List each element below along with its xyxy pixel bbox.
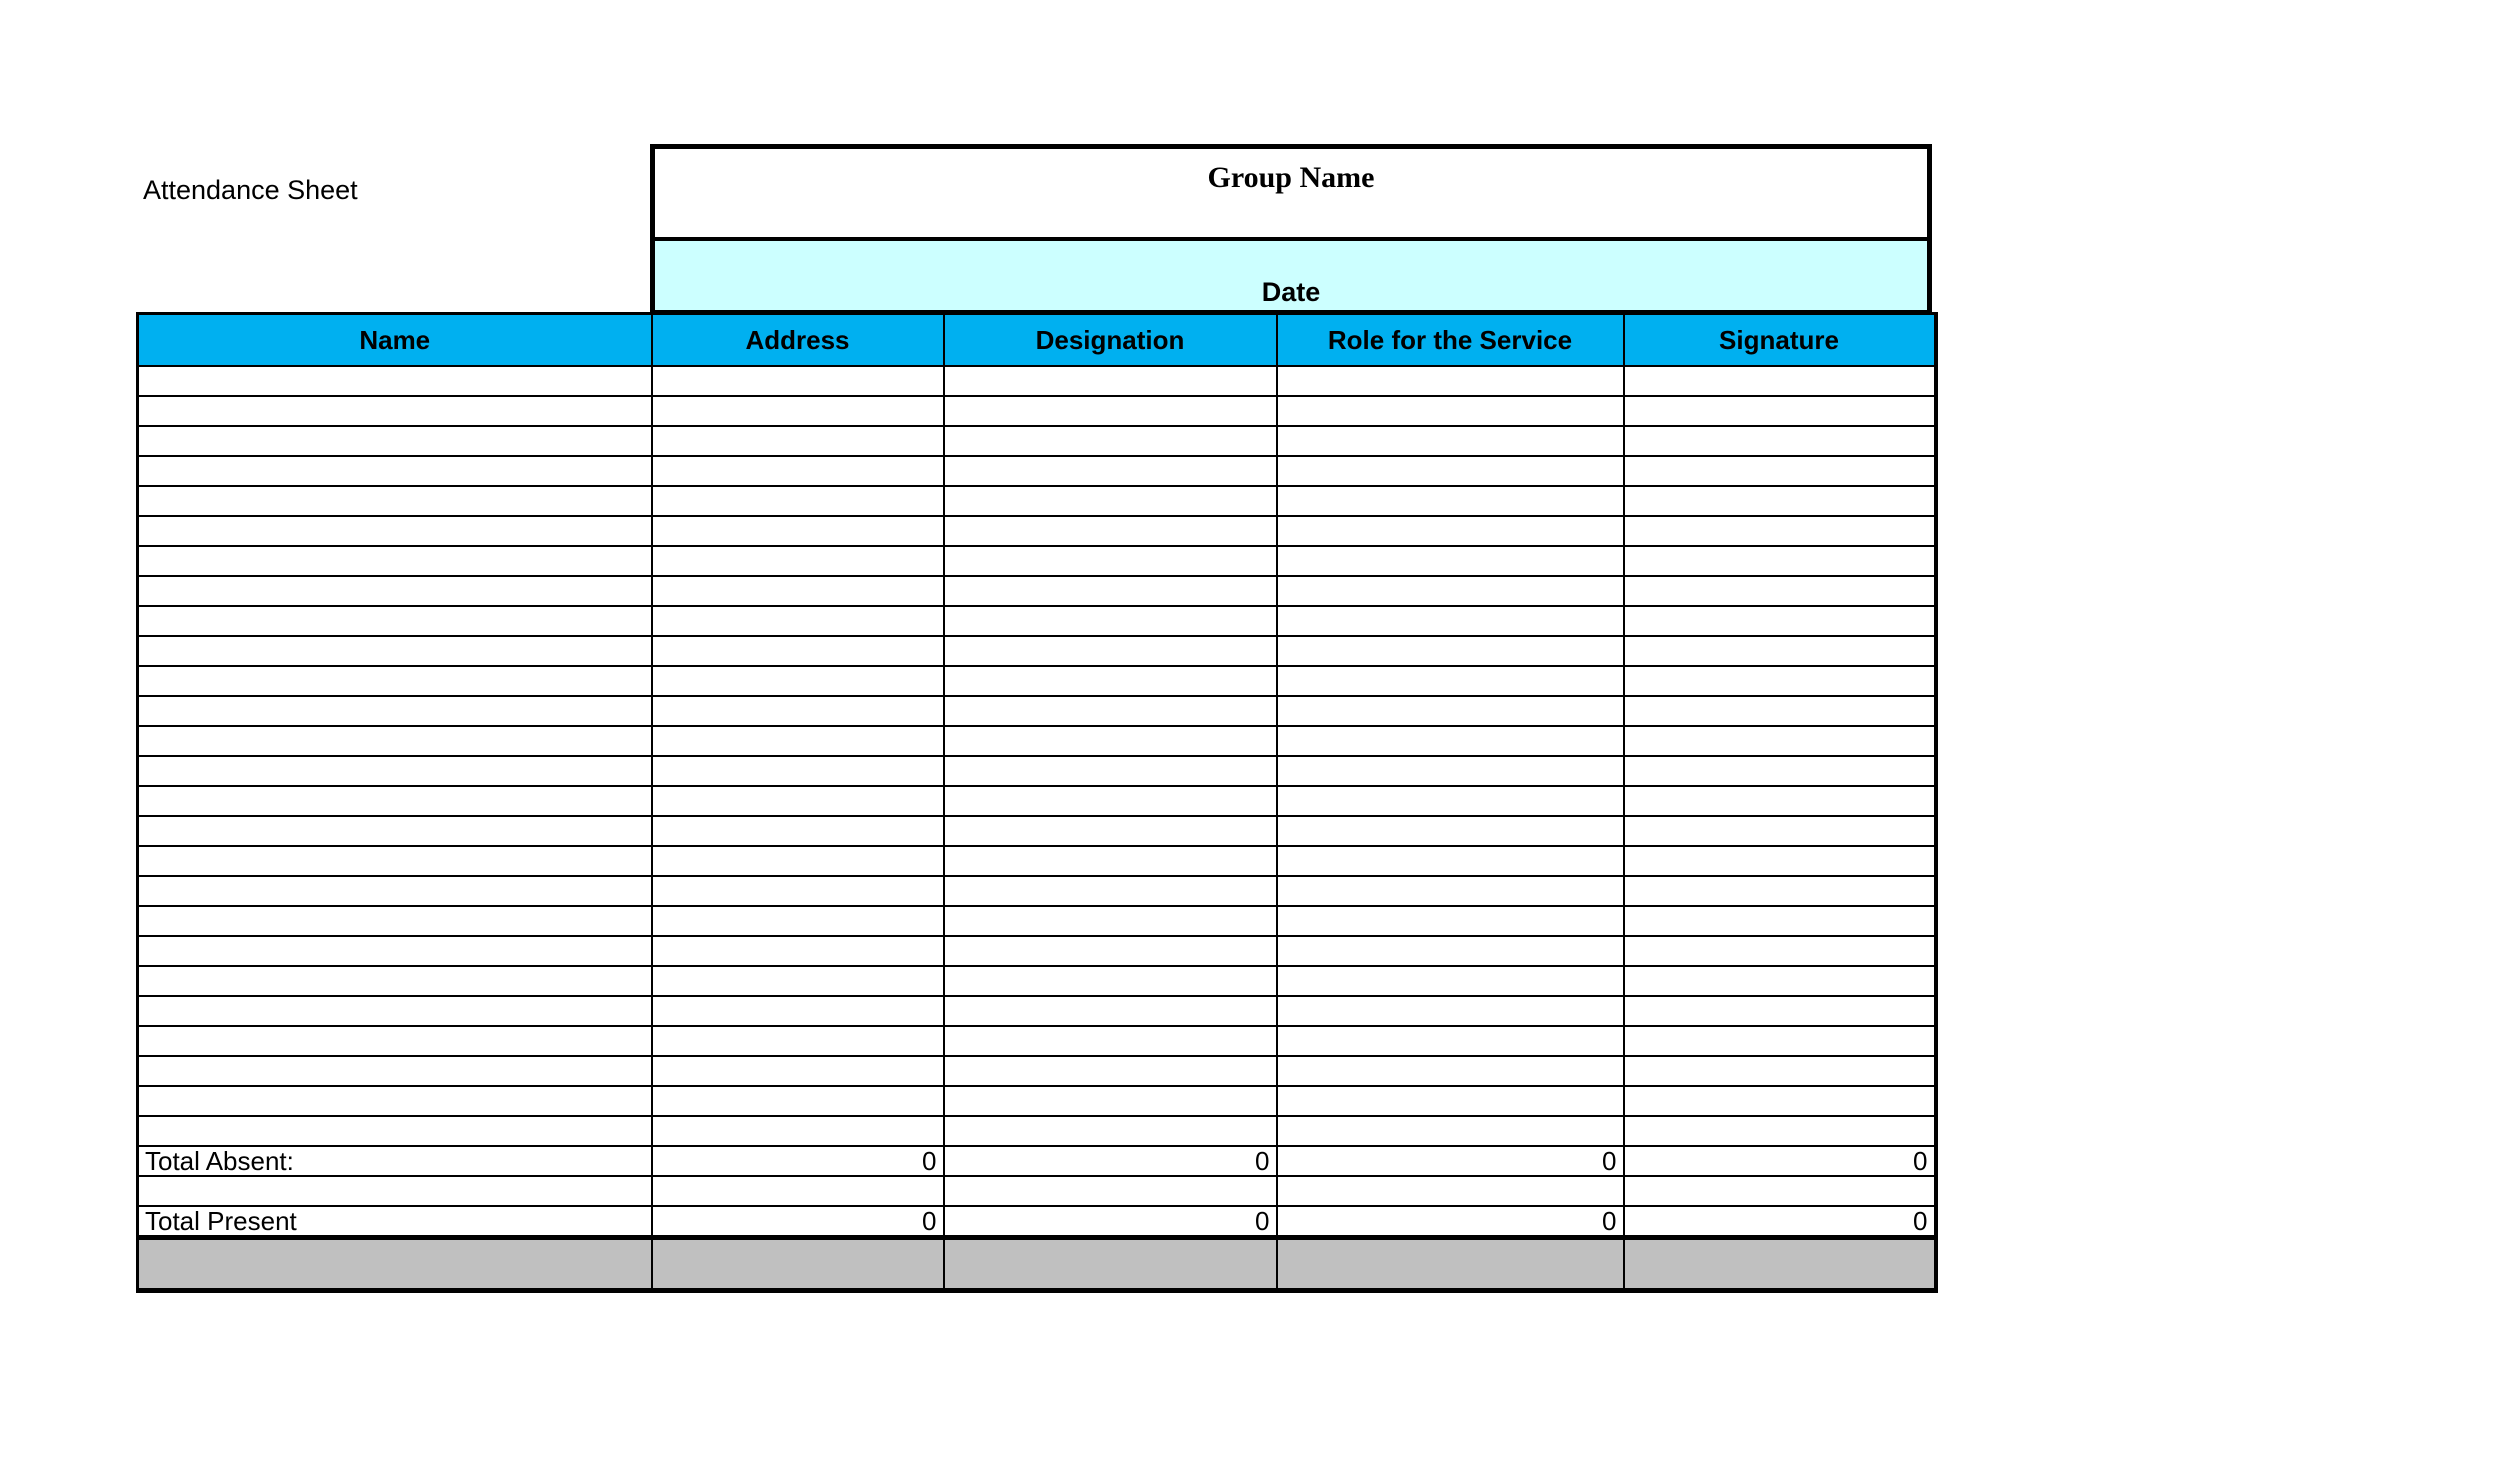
cell-designation[interactable]	[944, 846, 1277, 876]
cell-role[interactable]	[1277, 846, 1624, 876]
cell-name[interactable]	[138, 756, 652, 786]
table-row	[138, 906, 1936, 936]
cell-designation[interactable]	[944, 516, 1277, 546]
cell-designation[interactable]	[944, 786, 1277, 816]
table-row	[138, 876, 1936, 906]
cell-name[interactable]	[138, 1056, 652, 1086]
cell-role[interactable]	[1277, 486, 1624, 516]
cell-designation[interactable]	[944, 576, 1277, 606]
cell-address[interactable]	[652, 606, 944, 636]
spacer-cell[interactable]	[1624, 1176, 1936, 1206]
cell-signature[interactable]	[1624, 1116, 1936, 1146]
table-row	[138, 1056, 1936, 1086]
cell-address[interactable]	[652, 1056, 944, 1086]
spacer-cell[interactable]	[652, 1176, 944, 1206]
cell-signature[interactable]	[1624, 636, 1936, 666]
spacer-cell[interactable]	[944, 1176, 1277, 1206]
cell-designation[interactable]	[944, 1026, 1277, 1056]
table-row	[138, 966, 1936, 996]
total-absent-address[interactable]: 0	[652, 1146, 944, 1176]
cell-designation[interactable]	[944, 816, 1277, 846]
table-row	[138, 546, 1936, 576]
cell-role[interactable]	[1277, 396, 1624, 426]
total-present-label: Total Present	[138, 1206, 652, 1238]
cell-name[interactable]	[138, 426, 652, 456]
cell-designation[interactable]	[944, 1056, 1277, 1086]
cell-signature[interactable]	[1624, 1056, 1936, 1086]
table-row	[138, 396, 1936, 426]
cell-name[interactable]	[138, 966, 652, 996]
total-present-role[interactable]: 0	[1277, 1206, 1624, 1238]
table-row	[138, 1116, 1936, 1146]
cell-name[interactable]	[138, 636, 652, 666]
cell-designation[interactable]	[944, 366, 1277, 396]
cell-designation[interactable]	[944, 606, 1277, 636]
cell-role[interactable]	[1277, 1086, 1624, 1116]
column-header-address: Address	[652, 314, 944, 367]
total-absent-signature[interactable]: 0	[1624, 1146, 1936, 1176]
cell-designation[interactable]	[944, 396, 1277, 426]
cell-role[interactable]	[1277, 876, 1624, 906]
table-row	[138, 576, 1936, 606]
cell-name[interactable]	[138, 366, 652, 396]
cell-designation[interactable]	[944, 756, 1277, 786]
cell-address[interactable]	[652, 546, 944, 576]
cell-signature[interactable]	[1624, 846, 1936, 876]
total-present-designation[interactable]: 0	[944, 1206, 1277, 1238]
cell-designation[interactable]	[944, 486, 1277, 516]
table-row	[138, 606, 1936, 636]
cell-address[interactable]	[652, 516, 944, 546]
table-row	[138, 1086, 1936, 1116]
cell-signature[interactable]	[1624, 486, 1936, 516]
cell-address[interactable]	[652, 576, 944, 606]
cell-name[interactable]	[138, 546, 652, 576]
cell-role[interactable]	[1277, 816, 1624, 846]
cell-signature[interactable]	[1624, 516, 1936, 546]
cell-signature[interactable]	[1624, 606, 1936, 636]
cell-address[interactable]	[652, 1026, 944, 1056]
cell-signature[interactable]	[1624, 696, 1936, 726]
cell-signature[interactable]	[1624, 1086, 1936, 1116]
cell-signature[interactable]	[1624, 1026, 1936, 1056]
table-row	[138, 846, 1936, 876]
cell-signature[interactable]	[1624, 726, 1936, 756]
cell-role[interactable]	[1277, 636, 1624, 666]
total-absent-label: Total Absent:	[138, 1146, 652, 1176]
cell-name[interactable]	[138, 576, 652, 606]
cell-role[interactable]	[1277, 456, 1624, 486]
cell-name[interactable]	[138, 696, 652, 726]
cell-role[interactable]	[1277, 906, 1624, 936]
spacer-cell[interactable]	[138, 1176, 652, 1206]
cell-address[interactable]	[652, 366, 944, 396]
cell-role[interactable]	[1277, 786, 1624, 816]
cell-signature[interactable]	[1624, 996, 1936, 1026]
column-header-role: Role for the Service	[1277, 314, 1624, 367]
cell-name[interactable]	[138, 786, 652, 816]
cell-address[interactable]	[652, 876, 944, 906]
cell-designation[interactable]	[944, 876, 1277, 906]
cell-name[interactable]	[138, 1116, 652, 1146]
cell-signature[interactable]	[1624, 906, 1936, 936]
cell-name[interactable]	[138, 486, 652, 516]
table-row	[138, 756, 1936, 786]
cell-signature[interactable]	[1624, 966, 1936, 996]
footer-cell	[944, 1238, 1277, 1291]
cell-address[interactable]	[652, 426, 944, 456]
cell-address[interactable]	[652, 816, 944, 846]
table-row	[138, 456, 1936, 486]
cell-designation[interactable]	[944, 1086, 1277, 1116]
cell-address[interactable]	[652, 846, 944, 876]
cell-role[interactable]	[1277, 1116, 1624, 1146]
cell-address[interactable]	[652, 996, 944, 1026]
footer-cell	[138, 1238, 652, 1291]
cell-role[interactable]	[1277, 426, 1624, 456]
cell-name[interactable]	[138, 516, 652, 546]
cell-address[interactable]	[652, 726, 944, 756]
cell-address[interactable]	[652, 756, 944, 786]
date-cell[interactable]	[650, 241, 1932, 314]
cell-designation[interactable]	[944, 696, 1277, 726]
total-absent-role[interactable]: 0	[1277, 1146, 1624, 1176]
column-header-name: Name	[138, 314, 652, 367]
cell-role[interactable]	[1277, 666, 1624, 696]
cell-role[interactable]	[1277, 756, 1624, 786]
cell-signature[interactable]	[1624, 786, 1936, 816]
cell-name[interactable]	[138, 816, 652, 846]
cell-signature[interactable]	[1624, 666, 1936, 696]
table-row	[138, 996, 1936, 1026]
cell-address[interactable]	[652, 906, 944, 936]
cell-signature[interactable]	[1624, 816, 1936, 846]
cell-address[interactable]	[652, 486, 944, 516]
column-header-signature: Signature	[1624, 314, 1936, 367]
cell-role[interactable]	[1277, 966, 1624, 996]
cell-signature[interactable]	[1624, 576, 1936, 606]
cell-signature[interactable]	[1624, 936, 1936, 966]
cell-signature[interactable]	[1624, 456, 1936, 486]
sheet-title: Attendance Sheet	[143, 175, 358, 205]
table-row	[138, 696, 1936, 726]
cell-designation[interactable]	[944, 546, 1277, 576]
table-row	[138, 516, 1936, 546]
cell-designation[interactable]	[944, 636, 1277, 666]
table-row	[138, 486, 1936, 516]
table-row	[138, 726, 1936, 756]
footer-cell	[1277, 1238, 1624, 1291]
cell-role[interactable]	[1277, 696, 1624, 726]
cell-role[interactable]	[1277, 1056, 1624, 1086]
cell-name[interactable]	[138, 606, 652, 636]
cell-signature[interactable]	[1624, 426, 1936, 456]
group-name-label: Group Name	[1207, 161, 1375, 194]
cell-address[interactable]	[652, 966, 944, 996]
cell-role[interactable]	[1277, 516, 1624, 546]
cell-address[interactable]	[652, 456, 944, 486]
cell-designation[interactable]	[944, 666, 1277, 696]
spacer-cell[interactable]	[1277, 1176, 1624, 1206]
cell-role[interactable]	[1277, 996, 1624, 1026]
spacer-row	[138, 1176, 1936, 1206]
table-row	[138, 1026, 1936, 1056]
cell-role[interactable]	[1277, 1026, 1624, 1056]
column-header-designation: Designation	[944, 314, 1277, 367]
total-present-row	[138, 1206, 1936, 1238]
cell-name[interactable]	[138, 936, 652, 966]
table-row	[138, 936, 1936, 966]
cell-role[interactable]	[1277, 546, 1624, 576]
cell-designation[interactable]	[944, 726, 1277, 756]
cell-name[interactable]	[138, 876, 652, 906]
cell-signature[interactable]	[1624, 366, 1936, 396]
cell-designation[interactable]	[944, 936, 1277, 966]
footer-cell	[1624, 1238, 1936, 1291]
cell-designation[interactable]	[944, 996, 1277, 1026]
attendance-table	[136, 312, 1938, 1293]
cell-role[interactable]	[1277, 726, 1624, 756]
cell-designation[interactable]	[944, 456, 1277, 486]
cell-role[interactable]	[1277, 366, 1624, 396]
cell-designation[interactable]	[944, 906, 1277, 936]
cell-address[interactable]	[652, 666, 944, 696]
cell-address[interactable]	[652, 1116, 944, 1146]
cell-role[interactable]	[1277, 576, 1624, 606]
cell-name[interactable]	[138, 1026, 652, 1056]
table-row	[138, 786, 1936, 816]
total-present-address[interactable]: 0	[652, 1206, 944, 1238]
cell-name[interactable]	[138, 396, 652, 426]
cell-designation[interactable]	[944, 966, 1277, 996]
group-name-cell[interactable]	[650, 144, 1932, 241]
table-row	[138, 666, 1936, 696]
cell-address[interactable]	[652, 396, 944, 426]
footer-cell	[652, 1238, 944, 1291]
cell-name[interactable]	[138, 846, 652, 876]
cell-name[interactable]	[138, 1086, 652, 1116]
cell-name[interactable]	[138, 456, 652, 486]
total-absent-designation[interactable]: 0	[944, 1146, 1277, 1176]
total-absent-row	[138, 1146, 1936, 1176]
table-row	[138, 426, 1936, 456]
cell-signature[interactable]	[1624, 546, 1936, 576]
cell-signature[interactable]	[1624, 756, 1936, 786]
cell-address[interactable]	[652, 786, 944, 816]
cell-address[interactable]	[652, 1086, 944, 1116]
cell-role[interactable]	[1277, 606, 1624, 636]
cell-name[interactable]	[138, 996, 652, 1026]
cell-name[interactable]	[138, 906, 652, 936]
cell-designation[interactable]	[944, 426, 1277, 456]
cell-address[interactable]	[652, 936, 944, 966]
table-row	[138, 636, 1936, 666]
cell-signature[interactable]	[1624, 876, 1936, 906]
table-row	[138, 816, 1936, 846]
cell-name[interactable]	[138, 666, 652, 696]
cell-role[interactable]	[1277, 936, 1624, 966]
header-row	[138, 314, 1936, 367]
cell-signature[interactable]	[1624, 396, 1936, 426]
cell-address[interactable]	[652, 696, 944, 726]
cell-name[interactable]	[138, 726, 652, 756]
cell-address[interactable]	[652, 636, 944, 666]
footer-row	[138, 1238, 1936, 1291]
date-label: Date	[1261, 277, 1321, 307]
table-row	[138, 366, 1936, 396]
total-present-signature[interactable]: 0	[1624, 1206, 1936, 1238]
cell-designation[interactable]	[944, 1116, 1277, 1146]
